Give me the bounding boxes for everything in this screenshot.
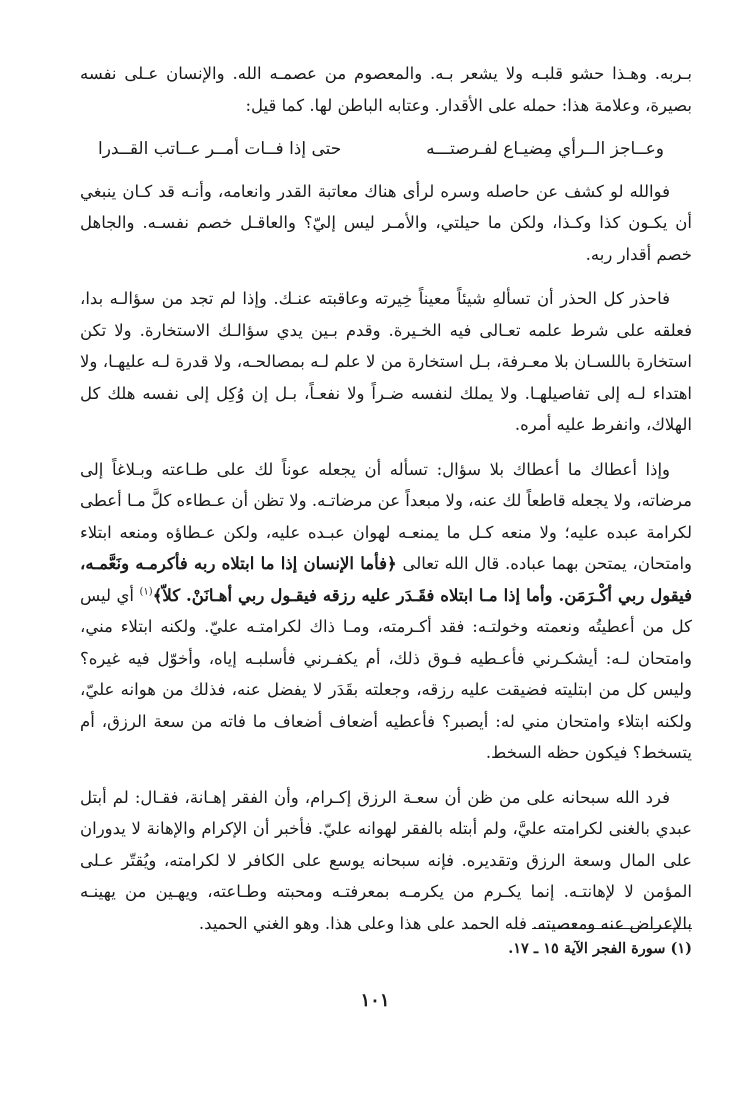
paragraph-1: بـربه. وهـذا حشو قلبـه ولا يشعر بـه. والمعصوم من عصمـه الله. والإنسان عـلى نفسه بصيرة، وعلامة هذا: حمله على الأقدار. وعتابه الباطن لها. كما قيل: (80, 64, 692, 115)
paragraph-2: فوالله لو كشف عن حاصله وسره لرأى هناك معاتبة القدر وانعامه، وأنـه قد كـان ينبغي أن يكـون كذا وكـذا، ولكن ما حيلتي، والأمـر ليس إليّ؟ والعاقـل خصم نفسـه. والجاهل خصم أقدار ربه. (80, 181, 692, 264)
verse-second-hemistich: حتى إذا فــات أمــر عــاتب القــدرا (98, 139, 342, 159)
footnote-divider (532, 928, 692, 929)
poetry-verse (80, 134, 692, 166)
footnote: (١) سورة الفجر الآية ١٥ ـ ١٧. (508, 940, 692, 957)
quran-quote: ﴿فأما الإنسان إذا ما ابتلاه ربه فأكرمـه ونَعَّمـه، فيقول ربي أكْـرَمَن. وأما إذا مـا ابتلاه فقَـدَر عليه رزقه فيقـول ربي أهـانَنْ. كلاّ﴾ (80, 554, 692, 605)
footnote-reference: (١) (139, 586, 153, 597)
verse-first-hemistich: وعــاجز الــرأي مِضيـاع لفـرصتـــه (426, 139, 664, 159)
paragraph-4-intro: وإذا أعطاك ما أعطاك بلا سؤال: تسأله أن يجعله عوناً لك على طـاعته وبـلاغاً إلى مرضاته، ولا يجعله قاطعاً لك عنه، ولا مبعداً عن مرضاتـه. ولا تظن أن عـطاءه كلَّ مـا أعطى لكرامة عبده عليه؛ ولا منعه كـل ما يمنعـه لهوان عبـده عليه، ولكن عـطاؤه ومنعه ابتلاء وامتحان، يمتحن بهما عباده. قال الله تعالى (80, 459, 692, 573)
paragraph-3: فاحذر كل الحذر أن تسألهِ شيئاً معيناً خِيرته وعاقبته عنـك. وإذا لم تجد من سؤالـه بدا، فعلقه على شرط علمه تعـالى فيه الخـيرة. وقدم بـين يدي سؤالـك الاستخارة. ولا تكن استخارة باللسـان بلا معـرفة، بـل استخارة من لا علم لـه بمصالحـه، ولا قدرة لـه عليهـا، ولا اهتداء لـه إلى تفاصيلهـا. ولا يملك لنفسه ضـراً ولا نفعـاً، بـل إن وُكِل إلى نفسه هلك كل الهلاك، وانفرط عليه أمره. (80, 289, 692, 434)
paragraph-4 (80, 454, 692, 769)
page-body (80, 58, 692, 952)
paragraph-5: فرد الله سبحانه على من ظن أن سعـة الرزق إكـرام، وأن الفقر إهـانة، فقـال: لم أبتل عبدي بالغنى لكرامته عليَّ، ولم أبتله بالفقر لهوانه عليّ. فأخبر أن الإكرام والإهانة لا يدوران على المال وسعة الرزق وتقديره. فإنه سبحانه يوسع على الكافر لا لكرامته، ويُقتّر عـلى المؤمن لا لإهانتـه. إنما يكـرم من يكرمـه بمعرفتـه ومحبته وطـاعته، ويهـين من يهينـه بالإعراض عنه ومعصيته. فله الحمد على هذا وعلى هذا. وهو الغني الحميد. (80, 787, 692, 933)
page-number: ١٠١ (360, 990, 390, 1011)
paragraph-4-commentary: أي ليس كل من أعطيتُه ونعمته وخولتـه: فقد أكـرمته، ومـا ذاك لكرامتـه عليّ. ولكنه ابتلاء مني، وامتحان لـه: أيشكـرني فأعـطيه فـوق ذلك، أم يكفـرني فأسلبـه إياه، وأخوّل فيه غيره؟ وليس كل من ابتليته فضيقت عليه رزقه، وجعلته بقَدَر لا يفضل عنه، فذلك من هوانه عليّ، ولكنه ابتلاء وامتحان مني له: أيصبر؟ فأعطيه أضعاف أضعاف ما فاته من سعة الرزق، أم يتسخط؟ فيكون حظه السخط. (80, 585, 692, 762)
